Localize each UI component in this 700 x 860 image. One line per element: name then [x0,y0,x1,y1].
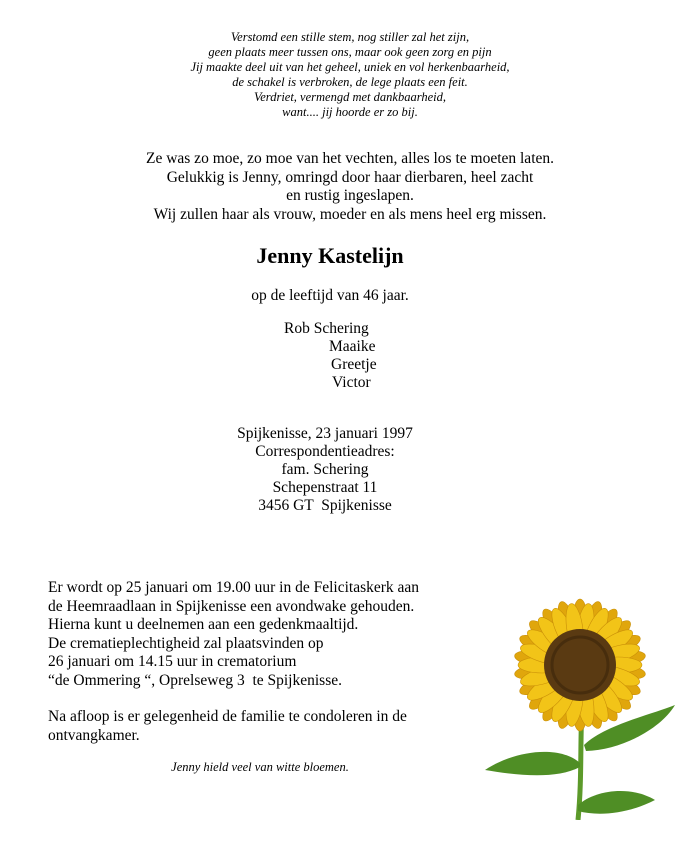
poem-line: want.... jij hoorde er zo bij. [282,105,418,119]
poem-line: Verdriet, vermengd met dankbaarheid, [254,90,446,104]
address-line: Schepenstraat 11 [272,479,378,496]
address-line: Spijkenisse, 23 januari 1997 [237,425,413,442]
details-line: “de Ommering “, Oprelseweg 3 te Spijkenisse. [48,671,342,689]
poem [0,30,700,120]
sunflower-leaf [578,791,655,814]
family-member-greetje: Greetje [331,356,377,373]
poem-line: Verstomd een stille stem, nog stiller zal het zijn, [230,30,470,44]
age-line: op de leeftijd van 46 jaar. [251,287,409,304]
poem-line: geen plaats meer tussen ons, maar ook geen zorg en pijn [208,45,492,59]
intro-line: Ze was zo moe, zo moe van het vechten, alles los te moeten laten. [145,150,555,167]
sunflower-center [544,629,616,701]
details-line: de Heemraadlaan in Spijkenisse een avondwake gehouden. [48,597,415,615]
details-line: Er wordt op 25 januari om 19.00 uur in de Felicitaskerk aan [48,579,420,596]
intro-line: Gelukkig is Jenny, omringd door haar dierbaren, heel zacht [166,168,534,186]
details-line: De crematieplechtigheid zal plaatsvinden op [48,634,324,652]
condolence-line: ontvangkamer. [48,726,140,744]
ceremony-details [48,579,419,745]
details-line: 26 januari om 14.15 uur in crematorium [48,653,297,670]
details-line: Hierna kunt u deelnemen aan een gedenkmaaltijd. [48,616,359,633]
family-member-victor: Victor [332,374,371,391]
poem-line: Jij maakte deel uit van het geheel, uniek en vol herkenbaarheid, [190,60,510,74]
family-member-rob: Rob Schering [284,320,369,337]
family-member-maaike: Maaike [329,338,376,355]
condolence-line: Na afloop is er gelegenheid de familie te condoleren in de [48,708,407,725]
intro-line: Wij zullen haar als vrouw, moeder en als mens heel erg missen. [153,205,547,223]
sunflower-leaf [485,752,580,775]
deceased-name: Jenny Kastelijn [256,243,404,268]
intro-text [0,150,700,224]
footnote: Jenny hield veel van witte bloemen. [171,760,349,774]
address-line: Correspondentieadres: [255,443,395,460]
poem-line: de schakel is verbroken, de lege plaats een feit. [232,75,468,89]
address-line: 3456 GT Spijkenisse [258,497,392,514]
correspondence-address [0,425,650,515]
address-line: fam. Schering [281,461,369,478]
sunflower-icon [470,585,685,820]
intro-line: en rustig ingeslapen. [286,187,414,204]
